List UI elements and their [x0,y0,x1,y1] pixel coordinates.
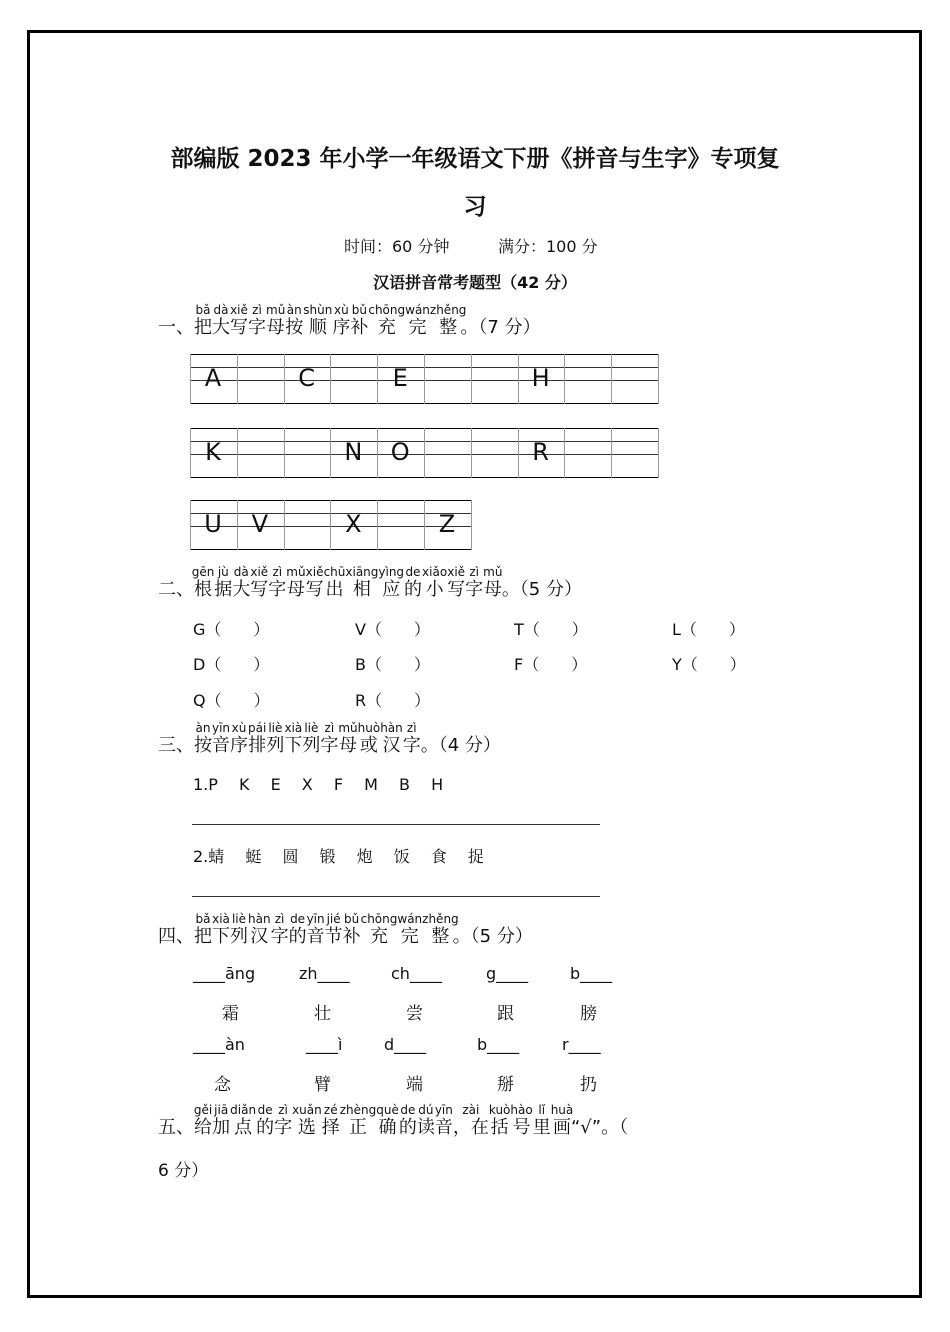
ruby-char: 列liè [266,721,285,756]
q3-instruction [158,722,501,757]
ruby-char: 加jiā [212,1103,231,1138]
ruby-char: 排pái [248,721,267,756]
q1-score: 。（7 分） [460,317,541,338]
ruby-char: 按àn [285,303,304,338]
grid-cell-divider [237,428,238,478]
q4-hanzi: 臂 [314,1075,331,1095]
grid-letter: N [344,438,363,466]
pinyin-annotation: liè [266,721,285,735]
pinyin-annotation: bǔ [350,303,369,317]
pinyin-annotation: zé [321,1103,340,1117]
pinyin-annotation: xiě [250,565,269,579]
pinyin-annotation: zì [320,721,339,735]
ruby-char: 列liè [302,721,321,756]
pinyin-annotation: zì [465,565,484,579]
grid-letter: U [204,510,222,538]
grid-cell-divider [658,354,659,404]
q5-score: “√”。（ [570,1117,629,1138]
page-title-line2: 习 [463,194,487,220]
q1-text [194,303,467,338]
ruby-char: 选xuǎn [292,1103,322,1138]
ruby-char: 画huà [550,1103,574,1138]
pinyin-annotation: de [404,565,423,579]
grid-cell-divider [564,428,565,478]
ruby-char: 充chōng [368,303,406,338]
ruby-char: 顺shùn [303,303,333,338]
ruby-char: 字zì [268,565,287,600]
pinyin-annotation: dà [212,303,230,317]
letter-grid-row-3 [190,500,471,550]
q4-hanzi: 跟 [497,1004,514,1024]
ruby-char: 据jù [214,565,233,600]
pinyin-annotation: zài [452,1103,489,1117]
q4-hanzi: 霜 [222,1004,239,1024]
grid-cell-divider [284,500,285,550]
grid-cell-divider [471,500,472,550]
q4-hanzi: 掰 [497,1075,514,1095]
ruby-char: 写xiě [305,565,324,600]
time-info: 时间：60 分钟 [344,237,450,256]
pinyin-annotation: kuò [488,1103,511,1117]
ruby-char: 大dà [212,303,230,338]
pinyin-annotation: xiāng [345,565,379,579]
pinyin-annotation: xiě [230,303,248,317]
q3-hanzi-sequence: 2.蜻 蜓 圆 锻 炮 饭 食 捉 [193,847,484,866]
grid-cell-divider [424,428,425,478]
ruby-char: 母mǔ [266,303,286,338]
grid-cell-divider [658,428,659,478]
page-title-line1: 部编版 2023 年小学一年级语文下册《拼音与生字》专项复 [170,146,780,172]
ruby-char: 音yīn [306,912,325,947]
pinyin-annotation: de [398,1103,417,1117]
grid-letter: A [204,364,222,392]
ruby-char: 写xiě [250,565,269,600]
ruby-char: 应yìng [378,565,405,600]
pinyin-annotation: liè [230,912,248,926]
grid-cell-divider [237,354,238,404]
q4-text [194,912,459,947]
pinyin-annotation: gēn [191,565,215,579]
pinyin-annotation: xiě [305,565,324,579]
ruby-char: 整zhěng [429,303,467,338]
ruby-char: 相xiāng [345,565,379,600]
pinyin-annotation: dà [232,565,251,579]
q2-item: R（ ） [355,691,431,710]
q5-text [193,1103,574,1138]
q2-number: 二、 [158,579,194,600]
q4-hanzi: 膀 [580,1004,597,1024]
ruby-char: 下xià [284,721,303,756]
q2-item: T（ ） [514,620,588,639]
ruby-char: 序xù [332,303,351,338]
q4-number: 四、 [158,926,194,947]
pinyin-annotation: lǐ [532,1103,551,1117]
q2-item: V（ ） [355,620,430,639]
pinyin-annotation: zì [274,1103,293,1117]
ruby-char: 母mǔ [286,565,306,600]
pinyin-annotation: zhèng [339,1103,377,1117]
pinyin-annotation: jiā [212,1103,231,1117]
q5-instruction [158,1104,628,1139]
ruby-char: 补bǔ [342,912,361,947]
ruby-char: 字zì [465,565,484,600]
q4-pinyin-blank[interactable]: ____àn [193,1035,245,1054]
letter-grid-row-1 [190,354,658,404]
q4-pinyin-blank[interactable]: r____ [562,1035,601,1054]
letter-grid-row-2 [190,428,658,478]
grid-letter: V [251,510,268,538]
q4-hanzi: 扔 [580,1075,597,1095]
pinyin-annotation: xuǎn [292,1103,322,1117]
pinyin-annotation: chū [323,565,346,579]
pinyin-annotation: pái [248,721,267,735]
ruby-char: 的de [398,1103,417,1138]
q5-score-continued: 6 分） [158,1161,209,1181]
pinyin-annotation: huò [357,721,381,735]
score-info: 满分：100 分 [498,237,598,256]
q4-pinyin-blank[interactable]: zh____ [299,964,350,983]
ruby-char: 小xiǎo [422,565,448,600]
pinyin-annotation: jù [214,565,233,579]
ruby-char: 里lǐ [532,1103,551,1138]
ruby-char: 补bǔ [350,303,369,338]
q2-instruction [158,566,582,601]
pinyin-annotation: hàn [248,912,271,926]
ruby-char: 根gēn [191,565,215,600]
q4-pinyin-blank[interactable]: d____ [384,1035,427,1054]
q4-hanzi: 端 [406,1075,423,1095]
q4-pinyin-blank[interactable]: g____ [486,964,529,983]
grid-cell-divider [330,354,331,404]
pinyin-annotation: mǔ [483,565,503,579]
q2-item: D（ ） [193,655,270,674]
pinyin-annotation: bǎ [194,912,212,926]
q2-item: G（ ） [193,620,270,639]
ruby-char: 字zì [270,912,289,947]
ruby-char: 汉hàn [248,912,271,947]
ruby-char: 音yīn [434,1103,453,1138]
ruby-char: 汉hàn [380,721,403,756]
ruby-char: ，在zài [452,1103,489,1138]
q4-hanzi: 念 [214,1075,231,1095]
ruby-char: 确què [376,1103,399,1138]
pinyin-annotation: bǎ [194,303,212,317]
pinyin-annotation: zì [270,912,289,926]
ruby-char: 把bǎ [194,912,212,947]
ruby-char: 字zì [402,721,421,756]
pinyin-annotation: chōng [360,912,398,926]
pinyin-annotation: zì [248,303,266,317]
grid-letter: H [531,364,550,392]
ruby-char: 列liè [230,912,248,947]
q2-item: F（ ） [514,655,588,674]
grid-cell-divider [424,354,425,404]
ruby-char: 或huò [357,721,381,756]
pinyin-annotation: xù [332,303,351,317]
ruby-char: 完wán [405,303,430,338]
q3-number: 三、 [158,735,194,756]
pinyin-annotation: xià [212,912,230,926]
grid-letter: C [298,364,315,392]
ruby-char: 正zhèng [339,1103,377,1138]
pinyin-annotation: huà [550,1103,574,1117]
ruby-char: 写xiě [447,565,466,600]
ruby-char: 给gěi [193,1103,213,1138]
q3-answer-line-1[interactable] [192,824,600,825]
pinyin-annotation: mǔ [286,565,306,579]
pinyin-annotation: jié [324,912,343,926]
q1-number: 一、 [158,317,194,338]
pinyin-annotation: shùn [303,303,333,317]
grid-letter: Z [438,510,456,538]
q1-instruction [158,304,541,339]
grid-cell-divider [611,428,612,478]
pinyin-annotation: zhěng [422,912,459,926]
ruby-char: 下xià [212,912,230,947]
q2-item: Y（ ） [672,655,746,674]
pinyin-annotation: dú [416,1103,435,1117]
pinyin-annotation: xià [284,721,303,735]
grid-cell-divider [611,354,612,404]
pinyin-annotation: de [256,1103,275,1117]
pinyin-annotation: diǎn [230,1103,257,1117]
q3-letter-sequence: 1.P K E X F M B H [193,775,444,794]
pinyin-annotation: zì [402,721,421,735]
q4-hanzi: 壮 [314,1004,331,1024]
section-title: 汉语拼音常考题型（42 分） [373,273,577,292]
pinyin-annotation: wán [405,303,430,317]
q4-instruction [158,913,533,948]
ruby-char: 节jié [324,912,343,947]
pinyin-annotation: yīn [212,721,231,735]
pinyin-annotation: zhěng [429,303,467,317]
grid-cell-divider [471,428,472,478]
ruby-char: 字zì [320,721,339,756]
ruby-char: 字zì [274,1103,293,1138]
ruby-char: 充chōng [360,912,398,947]
ruby-char: 的de [404,565,423,600]
pinyin-annotation: xiǎo [422,565,448,579]
q4-hanzi: 尝 [406,1004,423,1024]
pinyin-annotation: wán [397,912,423,926]
pinyin-annotation: hàn [380,721,403,735]
pinyin-annotation: yīn [306,912,325,926]
pinyin-annotation: yìng [378,565,405,579]
pinyin-annotation: què [376,1103,399,1117]
pinyin-annotation: xù [230,721,249,735]
q5-number: 五、 [158,1117,194,1138]
ruby-char: 完wán [397,912,423,947]
pinyin-annotation: bǔ [342,912,361,926]
pinyin-annotation: hào [510,1103,533,1117]
ruby-char: 读dú [416,1103,435,1138]
grid-cell-divider [377,500,378,550]
ruby-char: 按àn [194,721,212,756]
ruby-char: 音yīn [212,721,231,756]
ruby-char: 把bǎ [194,303,212,338]
pinyin-annotation: yīn [434,1103,453,1117]
ruby-char: 母mǔ [338,721,358,756]
q2-item: L（ ） [672,620,745,639]
q4-pinyin-blank[interactable]: b____ [570,964,613,983]
pinyin-annotation: mǔ [338,721,358,735]
pinyin-annotation: àn [285,303,304,317]
ruby-char: 母mǔ [483,565,503,600]
ruby-char: 大dà [232,565,251,600]
grid-cell-divider [471,354,472,404]
q2-score: 。（5 分） [501,579,582,600]
grid-letter: O [390,438,410,466]
ruby-char: 字zì [248,303,266,338]
q3-score: 。（4 分） [420,735,501,756]
grid-letter: X [345,510,362,538]
q3-text [194,721,421,756]
grid-letter: R [532,438,549,466]
ruby-char: 括kuò [488,1103,511,1138]
pinyin-annotation: de [288,912,307,926]
grid-letter: E [392,364,408,392]
pinyin-annotation: mǔ [266,303,286,317]
pinyin-annotation: zì [268,565,287,579]
q2-item: Q（ ） [193,691,270,710]
ruby-char: 整zhěng [422,912,459,947]
pinyin-annotation: liè [302,721,321,735]
q4-pinyin-blank[interactable]: ch____ [391,964,442,983]
ruby-char: 择zé [321,1103,340,1138]
q4-score: 。（5 分） [452,926,533,947]
ruby-char: 号hào [510,1103,533,1138]
q3-answer-line-2[interactable] [192,896,600,897]
ruby-char: 写xiě [230,303,248,338]
q4-pinyin-blank[interactable]: b____ [477,1035,520,1054]
pinyin-annotation: gěi [193,1103,213,1117]
pinyin-annotation: àn [194,721,212,735]
ruby-char: 点diǎn [230,1103,257,1138]
q2-item: B（ ） [355,655,430,674]
ruby-char: 序xù [230,721,249,756]
ruby-char: 的de [256,1103,275,1138]
pinyin-annotation: chōng [368,303,406,317]
grid-cell-divider [564,354,565,404]
q2-text [191,565,503,600]
grid-letter: K [205,438,221,466]
ruby-char: 的de [288,912,307,947]
ruby-char: 出chū [323,565,346,600]
q4-pinyin-blank[interactable]: ____āng [193,964,256,983]
grid-cell-divider [284,428,285,478]
q4-pinyin-blank[interactable]: ____ì [306,1035,343,1054]
pinyin-annotation: xiě [447,565,466,579]
